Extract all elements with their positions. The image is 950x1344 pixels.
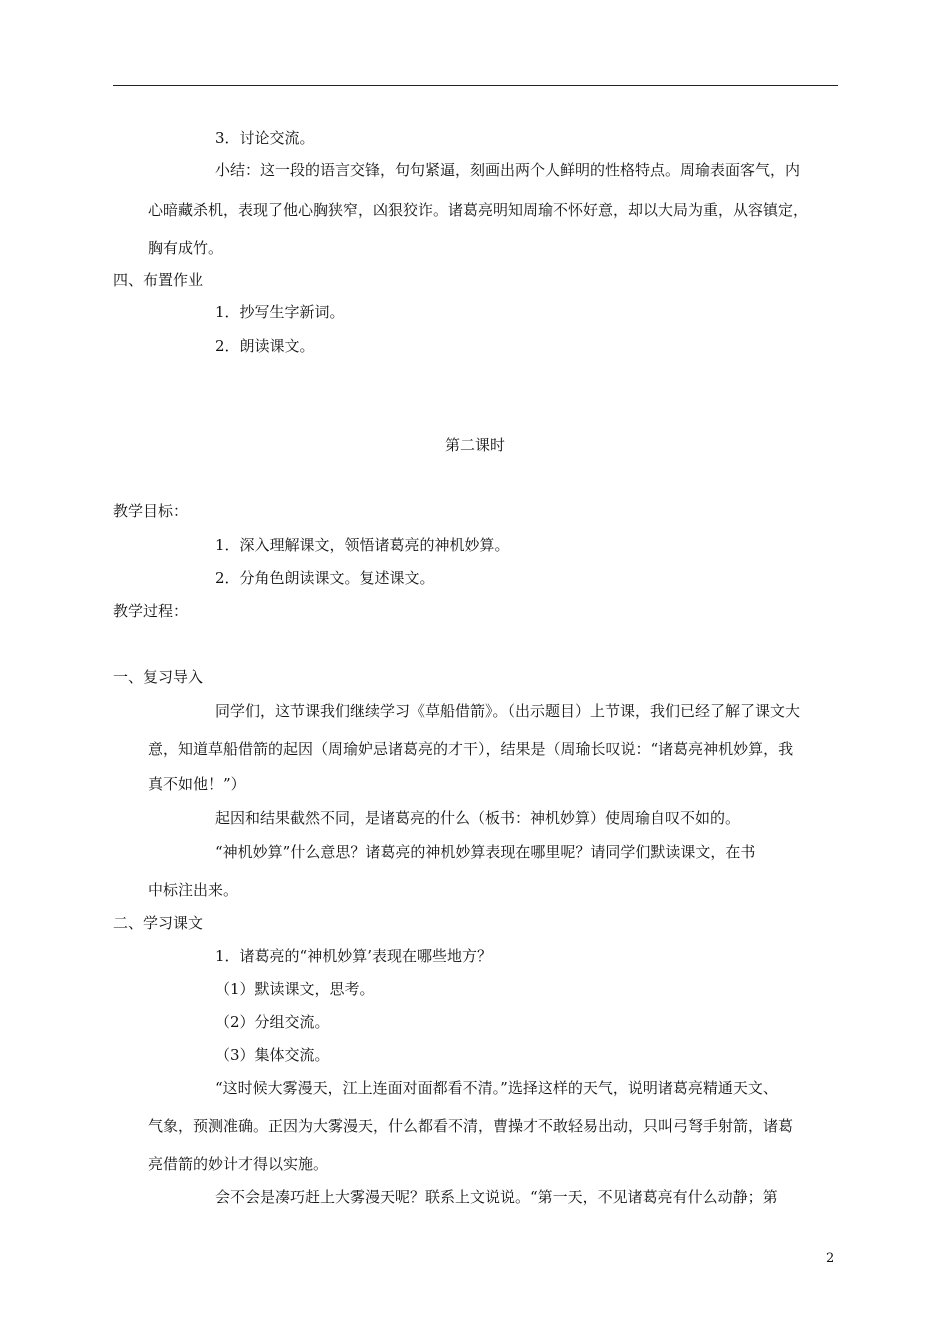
text-line: 1．诸葛亮的“神机妙算’表现在哪些地方？ [215,947,492,965]
text-line: 胸有成竹。 [148,239,224,257]
text-line: “这时候大雾漫天，江上连面对面都看不清。”选择这样的天气，说明诸葛亮精通天文、 [215,1079,778,1097]
section-title: 第二课时 [444,436,505,454]
header-rule [113,85,838,86]
text-line: （1）默读课文，思考。 [215,980,375,998]
text-line: 一、复习导入 [113,668,204,686]
text-line: 中标注出来。 [148,881,239,899]
text-line: 教学目标： [113,502,189,520]
text-line: 四、布置作业 [113,271,204,289]
text-line: 起因和结果截然不同，是诸葛亮的什么（板书：神机妙算）使周瑜自叹不如的。 [215,809,741,827]
text-line: 小结：这一段的语言交锋，句句紧逼，刻画出两个人鲜明的性格特点。周瑜表面客气，内 [215,161,801,179]
text-line: 会不会是凑巧赶上大雾漫天呢？联系上文说说。“第一天，不见诸葛亮有什么动静；第 [215,1188,778,1206]
text-line: 心暗藏杀机，表现了他心胸狭窄，凶狠狡诈。诸葛亮明知周瑜不怀好意，却以大局为重，从容镇定， [148,201,809,219]
text-line: 真不如他！”） [148,775,246,793]
text-line: 二、学习课文 [113,914,204,932]
text-line: 1．深入理解课文，领悟诸葛亮的神机妙算。 [215,536,510,554]
text-line: （2）分组交流。 [215,1013,330,1031]
text-line: 1．抄写生字新词。 [215,303,345,321]
text-line: 教学过程： [113,602,189,620]
text-line: 同学们，这节课我们继续学习《草船借箭》。（出示题目）上节课，我们已经了解了课文大 [215,702,801,720]
text-line: （3）集体交流。 [215,1046,330,1064]
text-line: 2．朗读课文。 [215,337,315,355]
page-number: 2 [826,1251,835,1266]
text-line: 3．讨论交流。 [215,129,315,147]
text-line: 气象，预测准确。正因为大雾漫天，什么都看不清，曹操才不敢轻易出动，只叫弓弩手射箭，诸葛 [148,1117,794,1135]
text-line: 亮借箭的妙计才得以实施。 [148,1155,329,1173]
text-line: 意，知道草船借箭的起因（周瑜妒忌诸葛亮的才干），结果是（周瑜长叹说：“诸葛亮神机妙算，我 [148,740,794,758]
text-line: “神机妙算”什么意思？诸葛亮的神机妙算表现在哪里呢？请同学们默读课文，在书 [215,843,756,861]
text-line: 2．分角色朗读课文。复述课文。 [215,569,435,587]
